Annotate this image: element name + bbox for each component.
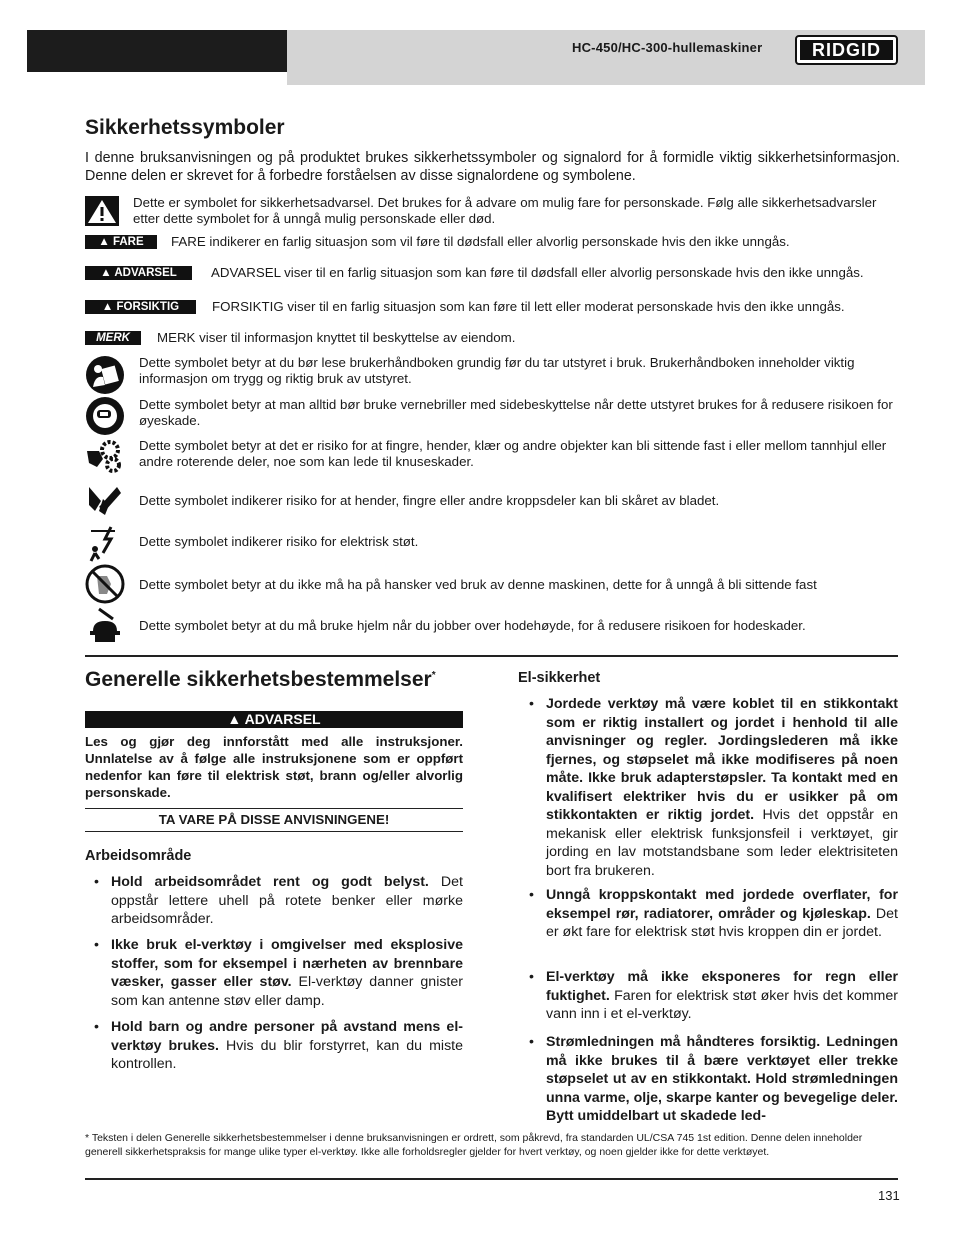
section-intro: I denne bruksanvisningen og på produktet brukes sikkerhetssymboler og signalord for å formidle viktig sikkerhetsinformasjon. Denne delen er skrevet for å forbedre forståelsen av disse signalordene og symbolene.: [85, 150, 900, 184]
gear-entanglement-icon: [85, 437, 125, 477]
blade-cut-icon: [85, 481, 125, 521]
signal-merk-badge: MERK: [85, 331, 141, 345]
save-rule-top: [85, 808, 463, 809]
header-black-bar: [27, 30, 287, 72]
page-number: 131: [878, 1188, 900, 1203]
section-divider: [85, 655, 898, 657]
logo-text: RIDGID: [812, 40, 881, 60]
safety-glasses-icon: [85, 396, 125, 436]
list-item: • Hold barn og andre personer på avstand mens el-verktøy brukes. Hvis du blir forstyrret, kan du miste kontrollen.: [94, 1019, 463, 1072]
subheading-electrical: El-sikkerhet: [518, 670, 601, 686]
warning-triangle-icon: [85, 196, 119, 226]
section-title-general: Generelle sikkerhetsbestemmelser*: [85, 668, 436, 691]
list-item: • Hold arbeidsområdet rent og godt belyst. Det oppstår lettere uhell på rotete benker eller mørke arbeidsområder.: [94, 874, 463, 927]
symbol-text-blade: Dette symbolet indikerer risiko for at hender, fingre eller andre kroppsdeler kan bli skåret av bladet.: [139, 493, 720, 508]
symbol-text-gloves: Dette symbolet betyr at du ikke må ha på hansker ved bruk av denne maskinen, dette for å unngå å bli sittende fast: [139, 577, 817, 592]
electric-shock-icon: [85, 523, 125, 563]
list-item: • Ikke bruk el-verktøy i omgivelser med eksplosive stoffer, som for eksempel i nærheten av brennbare væsker, gasser eller støv. El-verktøy danner gnister som kan antenne støv eller damp.: [94, 937, 463, 1009]
hard-hat-icon: [85, 605, 125, 645]
save-rule-bottom: [85, 831, 463, 832]
save-instructions: TA VARE PÅ DISSE ANVISNINGENE!: [158, 812, 390, 827]
list-item: • Unngå kroppskontakt med jordede overflater, for eksempel rør, radiatorer, områder og kjøleskap. Det er økt fare for elektrisk støt hvis kroppen din er jordet.: [529, 887, 898, 940]
list-item: • El-verktøy må ikke eksponeres for regn eller fuktighet. Faren for elektrisk støt øker hvis det kommer vann inn i et el-verktøy.: [529, 969, 898, 1022]
ridgid-logo: [795, 35, 898, 65]
footnote: * Teksten i delen Generelle sikkerhetsbestemmelser i denne bruksanvisningen er ordrett, som påkrevd, fra standarden UL/CSA 745 1st edition. Denne delen inneholder generell sikkerhetspraksis for mange ulike typer el-verktøy. Ikke alle forholdsregler gjelder for hvert verktøy, og noen gjelder ikke for dette verktøyet.: [85, 1132, 863, 1158]
symbol-text-glasses: Dette symbolet betyr at man alltid bør bruke vernebriller med sidebeskyttelse når dette utstyret brukes for å redusere risikoen for øyeskade.: [139, 397, 893, 428]
footer-rule: [85, 1178, 898, 1180]
symbol-text-shock: Dette symbolet indikerer risiko for elektrisk støt.: [139, 534, 419, 549]
signal-fare-badge: ▲ FARE: [85, 235, 157, 249]
section-title-symbols: Sikkerhetssymboler: [85, 116, 285, 139]
warning-text: Les og gjør deg innforstått med alle instruksjoner. Unnlatelse av å følge alle instruksjonene som er oppført nedenfor kan føre til elektrisk støt, brann og/eller alvorlig personskade.: [85, 734, 463, 800]
signal-fare-text: FARE indikerer en farlig situasjon som vil føre til dødsfall eller alvorlig personskade hvis den ikke unngås.: [171, 234, 790, 249]
symbol-text-manual: Dette symbolet betyr at du bør lese brukerhåndboken grundig før du tar utstyret i bruk. Brukerhåndboken inneholder viktig informasjon om trygg og riktig bruk av utstyret.: [139, 355, 855, 386]
header-title: HC-450/HC-300-hullemaskiner: [572, 40, 763, 55]
no-gloves-icon: [85, 564, 125, 604]
warning-banner: ▲ ADVARSEL: [85, 711, 463, 728]
signal-merk-text: MERK viser til informasjon knyttet til beskyttelse av eiendom.: [157, 330, 516, 345]
signal-forsiktig-badge: ▲ FORSIKTIG: [85, 300, 196, 314]
alert-symbol-text: Dette er symbolet for sikkerhetsadvarsel. Det brukes for å advare om mulig fare for personskade. Følg alle sikkerhetsadvarsler etter dette symbolet for å unngå mulig personskade eller død.: [133, 195, 877, 226]
symbol-text-hardhat: Dette symbolet betyr at du må bruke hjelm når du jobber over hodehøyde, for å redusere risikoen for hodeskader.: [139, 618, 806, 633]
list-item: • Strømledningen må håndteres forsiktig. Ledningen må ikke brukes til å bære verktøyet eller trekke støpselet ut av en stikkontakt. Hold strømledningen unna varme, olje, skarpe kanter og bevegelige deler. Bytt umiddelbart ut skadede led-: [529, 1034, 898, 1124]
read-manual-icon: [85, 355, 125, 395]
subheading-work-area: Arbeidsområde: [85, 848, 192, 864]
symbol-text-gears: Dette symbolet betyr at det er risiko for at fingre, hender, klær og andre objekter kan bli sittende fast i eller mellom tannhjul eller andre roterende deler, noe som kan lede til knuseskader.: [139, 438, 887, 469]
signal-advarsel-text: ADVARSEL viser til en farlig situasjon som kan føre til dødsfall eller alvorlig personskade hvis den ikke unngås.: [211, 265, 864, 280]
signal-forsiktig-text: FORSIKTIG viser til en farlig situasjon som kan føre til lett eller moderat personskade hvis den ikke unngås.: [212, 299, 845, 314]
signal-advarsel-badge: ▲ ADVARSEL: [85, 266, 192, 280]
list-item: • Jordede verktøy må være koblet til en stikkontakt som er riktig installert og jordet i henhold til alle anvisninger og regler. Jordingslederen må ikke fjernes, og støpselet må ikke modifiseres på noen måte. Ikke bruk adapterstøpsler. Ta kontakt med en kvalifisert elektriker hvis du er usikker på om stikkontakten er riktig jordet. Hvis det oppstår en mekanisk eller elektrisk funksjonsfeil i verktøyet, gir jording en lav motstandsbane som leder elektrisiteten bort fra brukeren.: [529, 696, 898, 879]
